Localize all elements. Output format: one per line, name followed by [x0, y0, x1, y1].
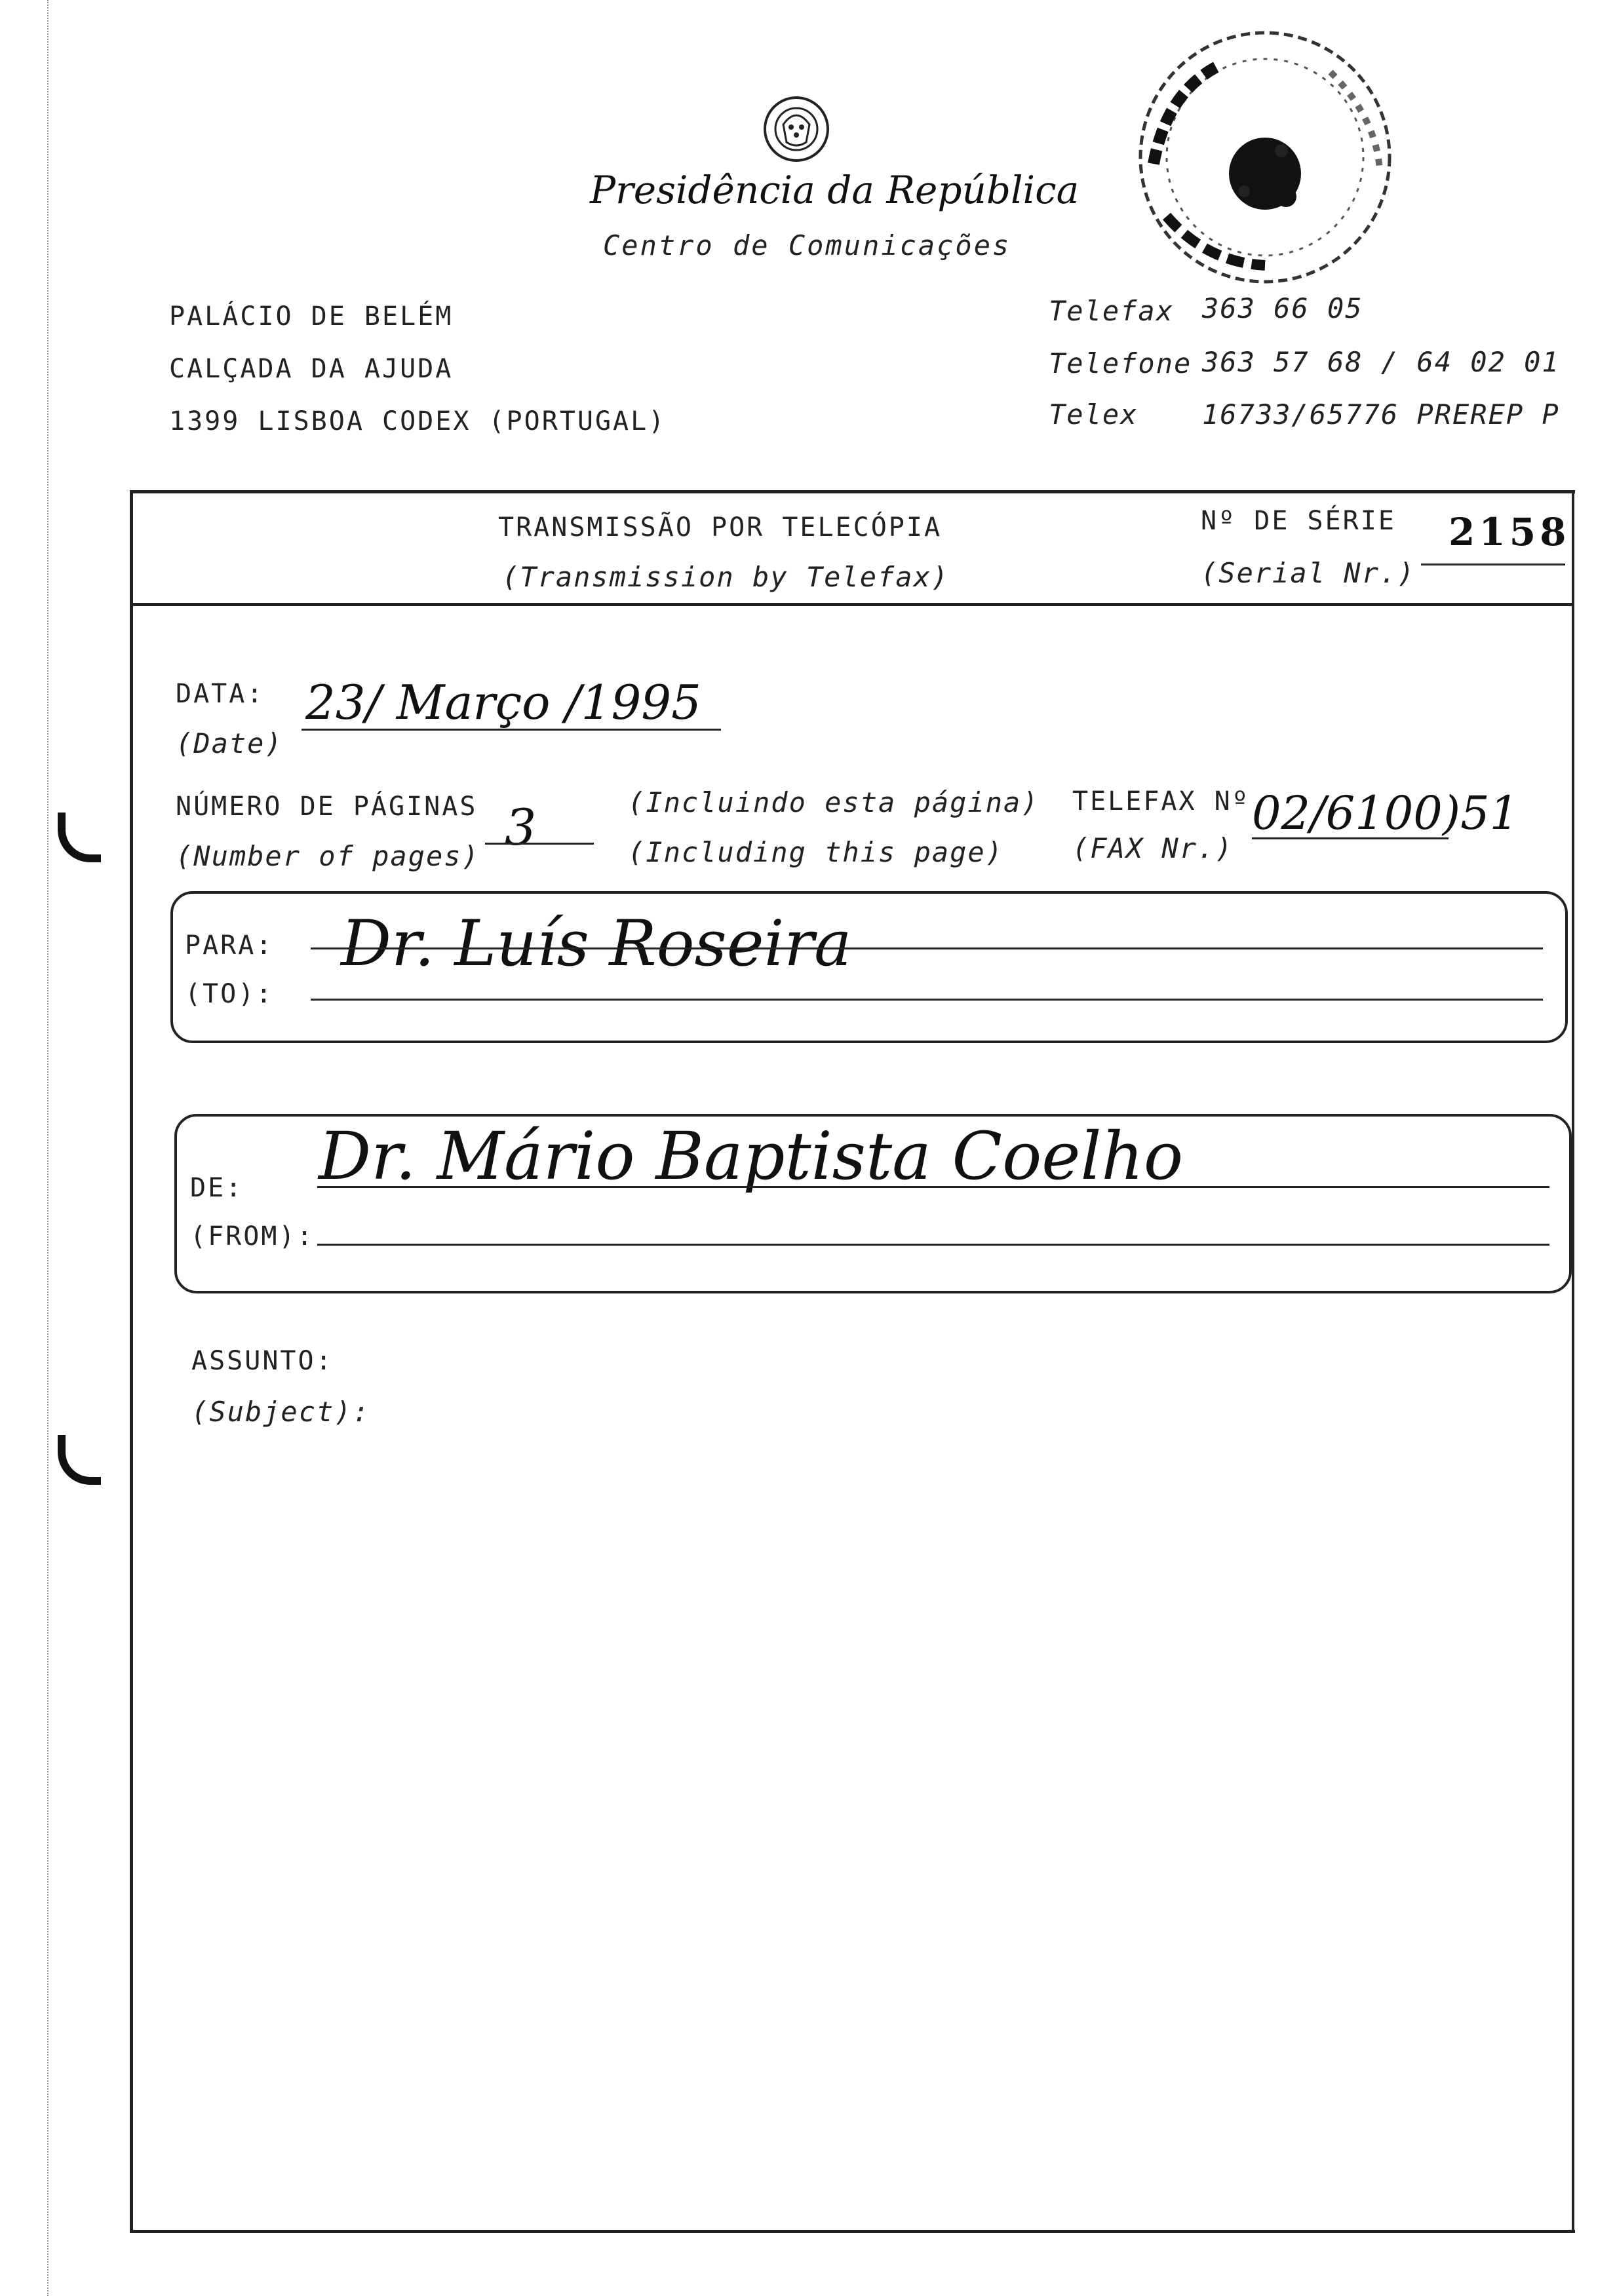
date-value: 23/ Março /1995 — [305, 675, 701, 730]
binder-hole-mark-bottom — [58, 1435, 101, 1485]
presidency-round-stamp-icon — [1114, 20, 1416, 295]
subject-label-pt: ASSUNTO: — [191, 1346, 334, 1376]
fax-label-en: (FAX Nr.) — [1072, 832, 1234, 864]
pages-value: 3 — [505, 798, 537, 856]
serial-label-pt: Nº DE SÉRIE — [1201, 506, 1396, 536]
serial-label-en: (Serial Nr.) — [1201, 557, 1416, 589]
to-label-en: (TO): — [185, 979, 274, 1009]
pages-note-en: (Including this page) — [628, 836, 1004, 868]
address-line-3: 1399 LISBOA CODEX (PORTUGAL) — [169, 406, 667, 436]
presidency-seal-icon — [760, 93, 832, 165]
fax-label-pt: TELEFAX Nº — [1072, 786, 1250, 816]
from-line-1 — [317, 1186, 1549, 1188]
binder-hole-mark-top — [58, 813, 101, 862]
from-label-pt: DE: — [190, 1173, 244, 1203]
serial-value: 2158 — [1449, 510, 1570, 554]
telex-value: 16733/65776 PREREP P — [1202, 398, 1560, 430]
to-label-pt: PARA: — [185, 930, 274, 961]
serial-underline — [1421, 564, 1565, 565]
org-name: Presidência da República — [590, 168, 1080, 212]
telefone-value: 363 57 68 / 64 02 01 — [1202, 346, 1560, 378]
form-frame — [130, 490, 1575, 2233]
pages-underline — [485, 843, 594, 845]
to-line-1 — [311, 947, 1543, 949]
telefax-label: Telefax — [1049, 295, 1175, 327]
address-line-2: CALÇADA DA AJUDA — [169, 354, 454, 384]
form-title-pt: TRANSMISSÃO POR TELECÓPIA — [498, 512, 943, 543]
form-right-border — [1572, 490, 1574, 2233]
address-line-1: PALÁCIO DE BELÉM — [169, 301, 454, 332]
date-underline — [302, 729, 721, 731]
pages-label-pt: NÚMERO DE PÁGINAS — [176, 792, 478, 822]
form-title-en: (Transmission by Telefax) — [502, 561, 950, 593]
telefax-value: 363 66 05 — [1202, 292, 1363, 324]
form-header-divider — [131, 603, 1573, 606]
from-value: Dr. Mário Baptista Coelho — [319, 1118, 1184, 1195]
fax-underline — [1252, 837, 1449, 839]
telex-label: Telex — [1049, 398, 1138, 430]
date-label-pt: DATA: — [176, 679, 265, 709]
subject-label-en: (Subject): — [191, 1396, 370, 1428]
date-label-en: (Date) — [176, 727, 283, 759]
left-page-edge — [47, 0, 49, 2296]
from-label-en: (FROM): — [190, 1221, 315, 1252]
from-line-2 — [317, 1244, 1549, 1246]
telefone-label: Telefone — [1049, 347, 1192, 379]
pages-label-en: (Number of pages) — [176, 840, 480, 872]
pages-note-pt: (Incluindo esta página) — [628, 786, 1040, 818]
fax-value: 02/6100)51 — [1252, 786, 1519, 840]
to-line-2 — [311, 999, 1543, 1001]
org-subtitle: Centro de Comunicações — [603, 229, 1011, 261]
to-value: Dr. Luís Roseira — [341, 907, 852, 980]
